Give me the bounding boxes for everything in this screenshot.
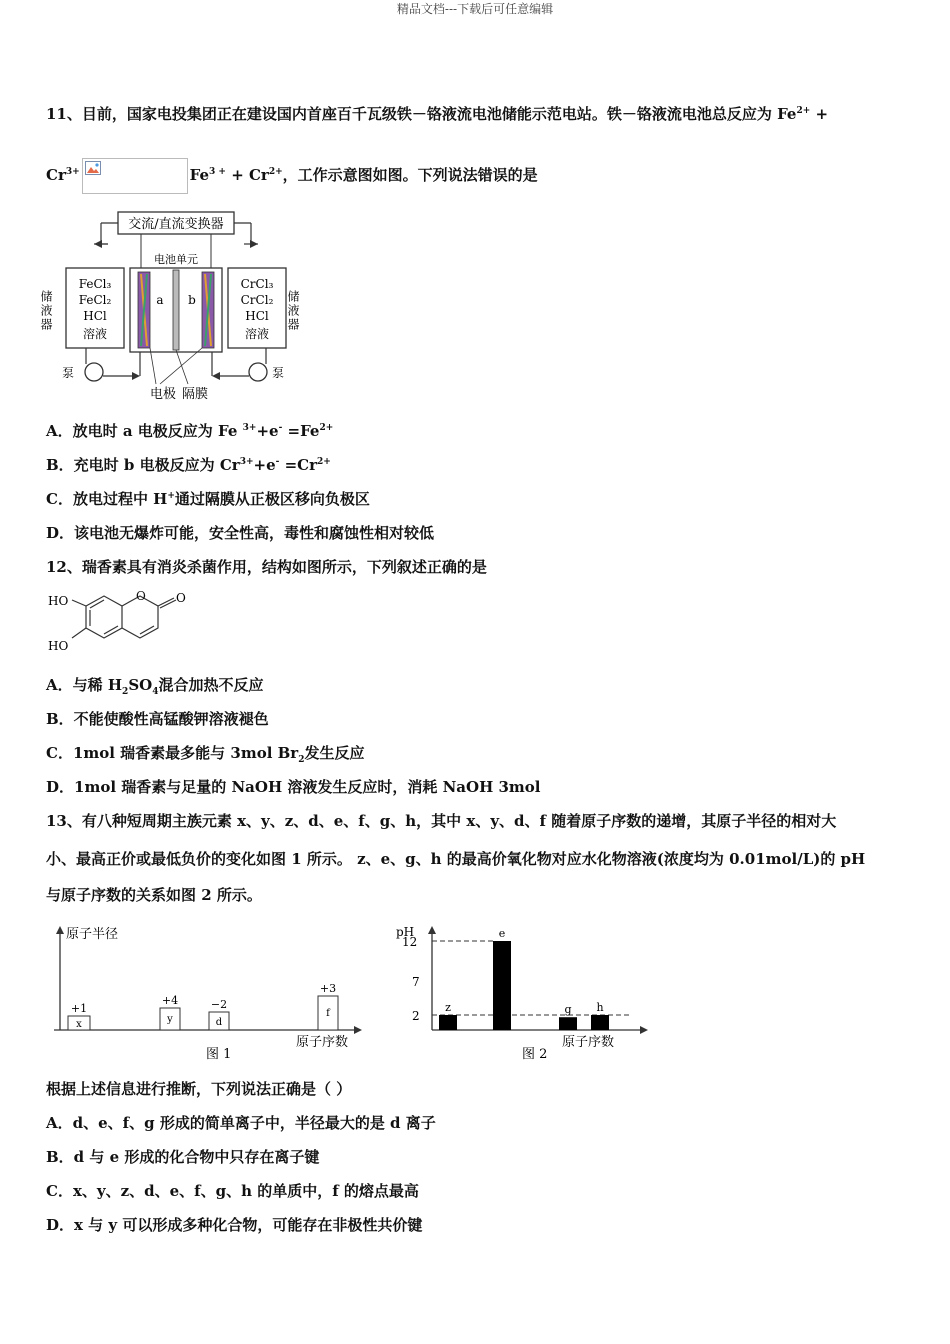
pump-arrow-right-icon	[212, 372, 220, 380]
fig2-bar-e	[493, 941, 511, 1030]
left-tank-line4: 溶液	[82, 327, 108, 341]
q11-option-c-text: C．放电过程中 H	[46, 490, 168, 508]
q12-stem: 12、瑞香素具有消炎杀菌作用，结构如图所示，下列叙述正确的是	[46, 558, 487, 576]
q11-sup: 2+	[796, 106, 811, 116]
fig2-bar-h	[591, 1015, 609, 1030]
fig2-bar-z-label: z	[445, 1001, 451, 1014]
q11-option-b-sup1: 3+	[239, 457, 254, 467]
q12-option-c-sub: 2	[298, 755, 305, 765]
fig1-bar-x-label: x	[76, 1019, 82, 1030]
fig1-bar-d-valence: −2	[210, 998, 228, 1011]
left-tank-line1: FeCl₃	[78, 277, 112, 291]
fig2-ytick-12: 12	[402, 935, 418, 949]
left-tank-line2: FeCl₂	[78, 293, 112, 307]
membrane	[173, 270, 179, 350]
right-tank-line3: HCl	[245, 309, 269, 323]
q11-option-a-mid: +e	[256, 422, 279, 440]
q11-stem-end: +	[810, 105, 829, 123]
fig2-ytick-7: 7	[412, 975, 420, 989]
fig1-y-arrow-icon	[56, 926, 64, 934]
q12-option-c-text: C．1mol 瑞香素最多能与 3mol Br	[46, 744, 299, 762]
q12-option-c	[46, 742, 365, 763]
fig2-bar-h-label: h	[596, 1001, 604, 1014]
q13-option-d: D．x 与 y 可以形成多种化合物，可能存在非极性共价键	[46, 1216, 423, 1234]
q11-option-a-sup3: 2+	[319, 423, 334, 433]
right-tank-line1: CrCl₃	[240, 277, 274, 291]
q13-lead: 根据上述信息进行推断，下列说法正确是（ ）	[46, 1080, 352, 1098]
fig2-caption: 图 2	[522, 1047, 548, 1062]
q11-cr: Cr	[46, 166, 66, 184]
q11-option-c	[46, 488, 370, 509]
q12-option-a-text: A．与稀 H	[46, 676, 123, 694]
membrane-label: 隔膜	[182, 387, 209, 402]
right-pump-label: 泵	[272, 366, 285, 380]
q11-plus-cr: + Cr	[225, 166, 269, 184]
left-tank-line3: HCl	[83, 309, 107, 323]
q11-option-a-sup2: -	[278, 423, 283, 433]
fig1-bar-y-label: y	[167, 1014, 173, 1025]
q11-fe3-sup: 3 +	[209, 167, 226, 177]
fig2-xlabel: 原子序数	[562, 1035, 615, 1050]
converter-label: 交流/直流变换器	[128, 217, 224, 232]
right-tank-line2: CrCl₂	[240, 293, 274, 307]
q13-stem-line1: 13、有八种短周期主族元素 x、y、z、d、e、f、g、h，其中 x、y、d、f 随着原子序数的递增，其原子半径的相对大	[46, 812, 837, 830]
q11-stem-line2	[46, 158, 538, 194]
ring-oxygen-label: O	[136, 589, 146, 603]
fig2-ytick-2: 2	[412, 1009, 420, 1023]
benzene-ring	[86, 596, 122, 638]
q12-option-a-so: SO	[128, 676, 153, 694]
fig1-bar-x-valence: +1	[70, 1002, 88, 1015]
q13-stem-line2: 小、最高正价或最低负价的变化如图 1 所示。 z、e、g、h 的最高价氧化物对应水化物溶液(浓度均为 0.01mol/L)的 pH	[46, 850, 866, 868]
q12-option-a-sub2: 4	[152, 687, 159, 697]
q11-option-b-sup3: 2+	[317, 457, 331, 467]
q11-option-a-end: =Fe	[282, 422, 320, 440]
q11-option-a-text: A．放电时 a 电极反应为 Fe	[46, 422, 243, 440]
q13-option-a: A．d、e、f、g 形成的简单离子中，半径最大的是 d 离子	[46, 1114, 436, 1132]
fig1-bar-d-label: d	[215, 1017, 223, 1028]
q11-stem-line1	[46, 103, 828, 124]
fig1-bar-f-label: f	[326, 1008, 330, 1019]
ho-label-top: HO	[48, 594, 69, 608]
right-tank-line4: 溶液	[244, 327, 270, 341]
left-pump-icon	[85, 363, 103, 381]
q12-structure-diagram	[46, 588, 196, 660]
right-storage-label: 储液器	[286, 290, 300, 332]
q11-option-b-text: B．充电时 b 电极反应为 Cr	[46, 456, 240, 474]
page-header: 精品文档---下载后可任意编辑	[396, 2, 554, 16]
q11-option-b-sup2: -	[275, 457, 280, 467]
q11-option-b-mid: +e	[253, 456, 276, 474]
q11-fe3: Fe	[189, 166, 210, 184]
fig2-bar-g-label: g	[564, 1003, 572, 1017]
q11-battery-diagram	[39, 208, 306, 404]
fig1-caption: 图 1	[206, 1047, 232, 1062]
fig2-bar-z	[439, 1015, 457, 1030]
carbonyl-oxygen-label: O	[176, 591, 186, 605]
q13-option-b: B．d 与 e 形成的化合物中只存在离子键	[46, 1148, 320, 1166]
q12-option-a	[46, 674, 264, 695]
q11-cr2-sup: 2+	[268, 167, 283, 177]
arrow-right-icon	[250, 240, 258, 248]
fig2-x-arrow-icon	[640, 1026, 648, 1034]
label-b: b	[188, 293, 196, 307]
q12-option-a-end: 混合加热不反应	[158, 676, 264, 694]
q13-figure1	[46, 922, 396, 1062]
q13-option-c: C．x、y、z、d、e、f、g、h 的单质中，f 的熔点最高	[46, 1182, 419, 1200]
q11-cr-sup: 3+	[65, 167, 80, 177]
broken-image-placeholder	[82, 158, 188, 194]
fig1-ylabel: 原子半径	[66, 927, 119, 942]
electrode-label: 电极	[150, 387, 177, 402]
q11-option-c-sup: +	[167, 491, 175, 501]
arrow-left-icon	[94, 240, 102, 248]
broken-image-icon	[85, 161, 101, 175]
q12-option-b: B．不能使酸性高锰酸钾溶液褪色	[46, 710, 269, 728]
q13-figure2	[392, 922, 662, 1062]
fig2-ylabel: pH	[396, 925, 415, 939]
q12-option-d: D．1mol 瑞香素与足量的 NaOH 溶液发生反应时，消耗 NaOH 3mol	[46, 778, 541, 796]
fig1-xlabel: 原子序数	[296, 1035, 349, 1050]
ho-label-bottom: HO	[48, 639, 69, 653]
fig2-y-arrow-icon	[428, 926, 436, 934]
q11-option-a	[46, 420, 333, 441]
left-storage-label: 储液器	[39, 290, 53, 332]
q11-stem-text: 11、目前，国家电投集团正在建设国内首座百千瓦级铁－铬液流电池储能示范电站。铁－铬液流电池总反应为 Fe	[46, 105, 797, 123]
fig1-bar-f-valence: +3	[319, 982, 337, 995]
q11-option-b-end: =Cr	[279, 456, 318, 474]
fig2-bar-e-label: e	[498, 927, 506, 940]
label-a: a	[156, 293, 164, 307]
left-pump-label: 泵	[62, 366, 75, 380]
q11-option-c-end: 通过隔膜从正极区移向负极区	[174, 490, 370, 508]
q11-option-a-sup1: 3+	[242, 423, 257, 433]
q13-stem-line3: 与原子序数的关系如图 2 所示。	[46, 886, 262, 904]
q11-stem-end2: ，工作示意图如图。下列说法错误的是	[282, 166, 538, 184]
fig1-bar-y-valence: +4	[161, 994, 179, 1007]
cell-unit-label: 电池单元	[154, 253, 198, 266]
fig2-bar-g	[559, 1017, 577, 1030]
q11-option-b	[46, 454, 331, 475]
pump-arrow-left-icon	[132, 372, 140, 380]
q12-option-a-sub1: 2	[122, 687, 129, 697]
q11-option-d: D．该电池无爆炸可能，安全性高，毒性和腐蚀性相对较低	[46, 524, 435, 542]
fig1-x-arrow-icon	[354, 1026, 362, 1034]
right-pump-icon	[249, 363, 267, 381]
q12-option-c-end: 发生反应	[304, 744, 365, 762]
